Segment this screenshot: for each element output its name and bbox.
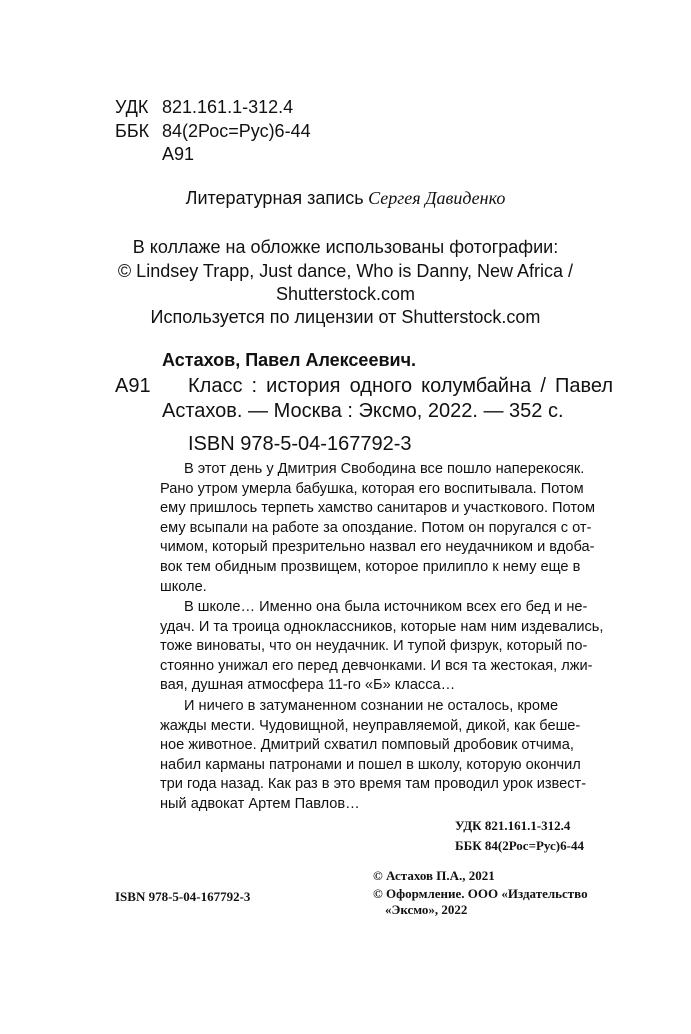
annotation-line: тоже виноваты, что он неудачник. И тупой физрук, который по-	[160, 638, 588, 655]
annotation-line: чимом, который презрительно назвал его неудачником и вдоба-	[160, 539, 595, 556]
photo-credits-line3: Shutterstock.com	[275, 284, 416, 304]
author-mark-top: А91	[162, 144, 195, 164]
annotation-line: стоянно унижал его перед девчонками. И вся та жестокая, лжи-	[160, 657, 593, 674]
annotation-line: ное животное. Дмитрий схватил помповый дробовик отчима,	[160, 737, 574, 754]
annotation-line: школе.	[160, 578, 207, 595]
isbn-bib: ISBN 978-5-04-167792-3	[188, 433, 412, 455]
bbk-value: 84(2Рос=Рус)6-44	[162, 121, 311, 141]
annotation-line: вая, душная атмосфера 11-го «Б» класса…	[160, 677, 456, 694]
photo-credits-line1: В коллаже на обложке использованы фотографии:	[132, 237, 559, 257]
annotation-line: В этот день у Дмитрия Свободина все пошло наперекосяк.	[184, 461, 585, 477]
annotation-paragraph-2	[160, 598, 613, 696]
photo-credits-line2: © Lindsey Trapp, Just dance, Who is Danny, New Africa /	[117, 261, 574, 281]
literary-record-prefix: Литературная запись	[185, 188, 364, 208]
annotation-paragraph-1	[160, 460, 613, 597]
annotation-line: ему всыпали на работе за опоздание. Потом он поругался с от-	[160, 519, 592, 536]
imprint-copyright-design-line1: © Оформление. ООО «Издательство	[373, 886, 588, 901]
udk-value: 821.161.1-312.4	[162, 97, 294, 117]
bbk-label: ББК	[115, 121, 150, 141]
imprint-udk: УДК 821.161.1-312.4	[455, 818, 571, 833]
annotation-line: удач. И та троица одноклассников, которые нам ним издевались,	[160, 618, 604, 635]
author-heading: Астахов, Павел Алексеевич.	[162, 350, 417, 370]
title-line2: Астахов. — Москва : Эксмо, 2022. — 352 с.	[162, 400, 564, 422]
annotation-line: Рано утром умерла бабушка, которая его воспитывала. Потом	[160, 480, 584, 497]
imprint-copyright-design-line2: «Эксмо», 2022	[385, 902, 468, 917]
annotation-line: И ничего в затуманенном сознании не осталось, кроме	[184, 698, 559, 714]
udk-label: УДК	[115, 97, 149, 117]
annotation-line: ный адвокат Артем Павлов…	[160, 795, 360, 812]
annotation-line: В школе… Именно она была источником всех его бед и не-	[184, 599, 588, 615]
annotation-paragraph-3	[160, 697, 613, 815]
annotation-line: ему пришлось терпеть хамство санитаров и участкового. Потом	[160, 500, 596, 517]
title-line1: Класс : история одного колумбайна / Павел	[188, 375, 613, 397]
literary-record-name: Сергея Давиденко	[368, 188, 506, 208]
annotation-line: вок тем обидным прозвищем, которое прилипло к нему еще в	[160, 558, 581, 575]
imprint-bbk: ББК 84(2Рос=Рус)6-44	[455, 838, 584, 853]
annotation-line: набил карманы патронами и пошел в школу, которую окончил	[160, 756, 581, 773]
author-mark-bib: А91	[115, 375, 151, 397]
imprint-copyright-author: © Астахов П.А., 2021	[373, 868, 495, 883]
annotation-line: три года назад. Как раз в это время там проводил урок извест-	[160, 776, 587, 793]
photo-credits-line4: Используется по лицензии от Shutterstock.com	[150, 307, 541, 327]
literary-record	[0, 188, 691, 209]
annotation-line: жажды мести. Чудовищной, неуправляемой, дикой, как беше-	[160, 717, 581, 734]
imprint-isbn: ISBN 978-5-04-167792-3	[115, 889, 251, 904]
